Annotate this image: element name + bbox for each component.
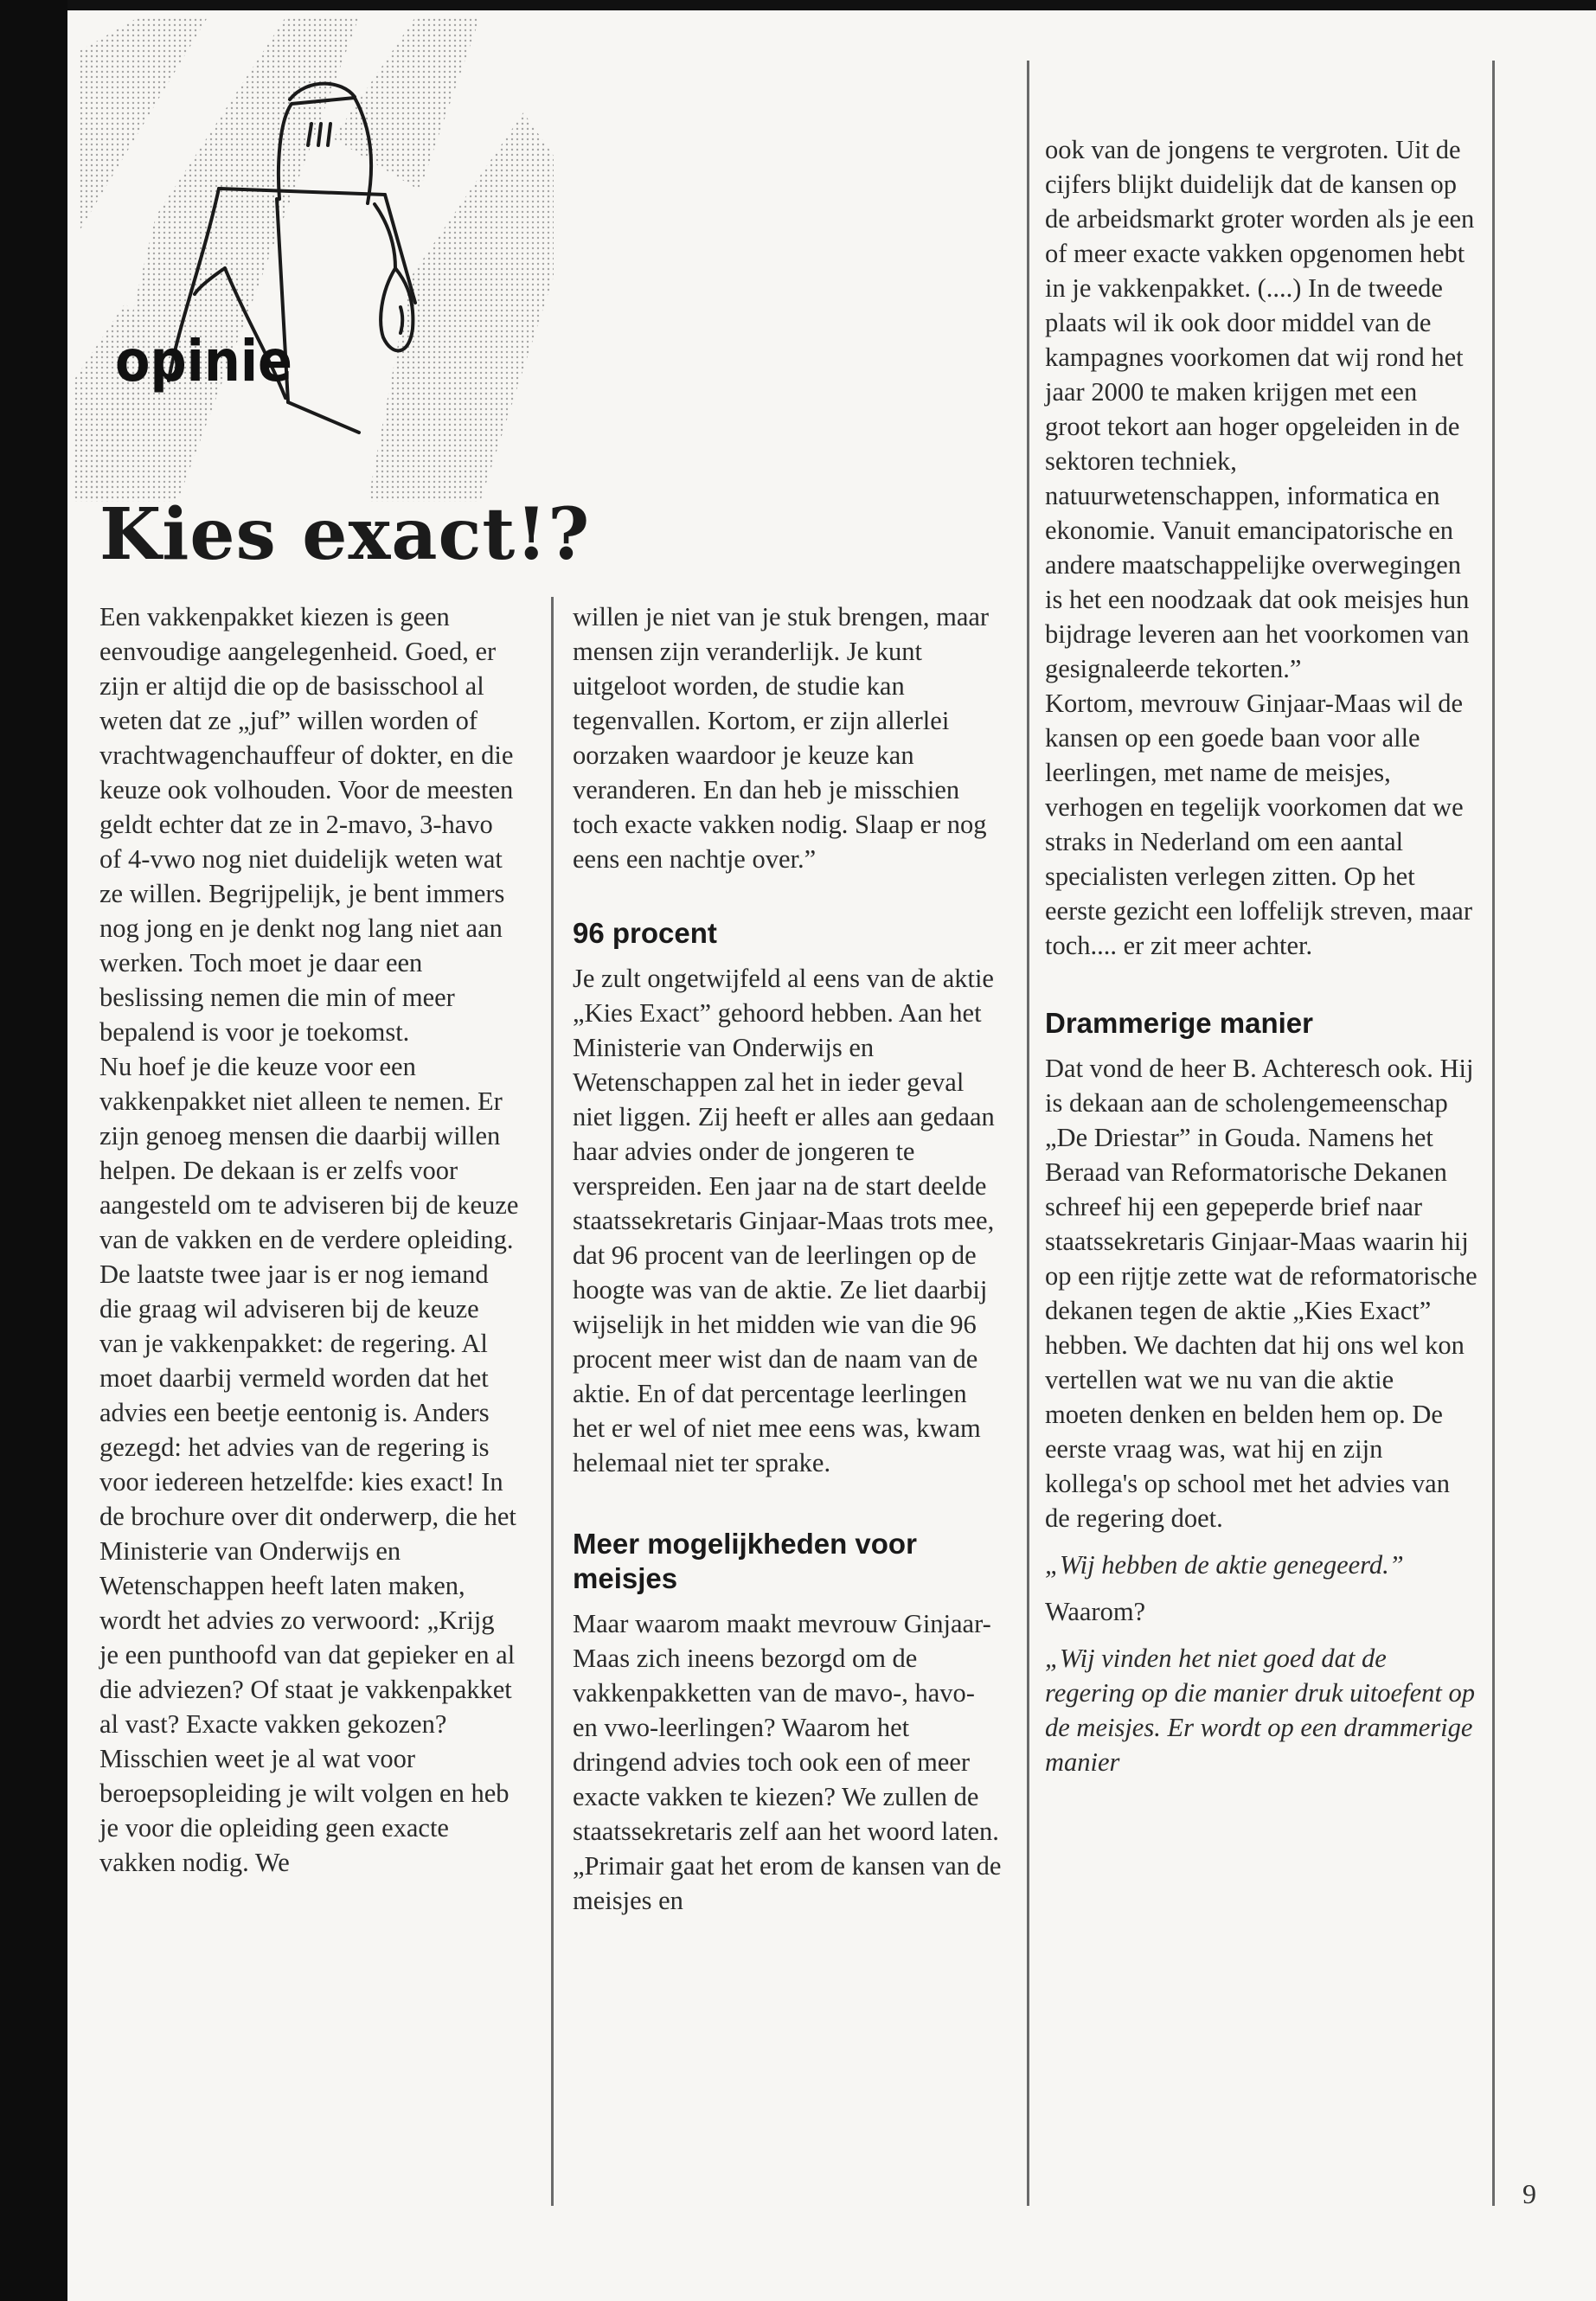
column-divider-3 — [1492, 61, 1495, 2206]
article-column-3 — [1045, 132, 1477, 1779]
article-column-1 — [99, 599, 519, 1880]
interview-question: Waarom? — [1045, 1597, 1146, 1626]
section-heading: Drammerige manier — [1045, 1007, 1313, 1039]
page-number: 9 — [1522, 2178, 1536, 2209]
paragraph: Dat vond de heer B. Achteresch ook. Hij is dekaan aan de scholengemeenschap „De Driestar” in Gouda. Namens het Beraad van Reformatorische Dekanen schreef hij een gepeperde brief naar staatssekretaris Ginjaar-Maas waarin hij op een rijtje zette wat de reformatorische dekanen tegen de aktie „Kies Exact” hebben. We dachten dat hij ons wel kon vertellen wat we nu van die aktie moeten denken en belden hem op. De eerste vraag was, wat hij en zijn kollega's op school met het advies van de regering doet. — [1045, 1054, 1477, 1533]
page-title: Kies exact!? — [99, 493, 591, 576]
newspaper-reader-illustration — [74, 17, 558, 506]
paragraph: Je zult ongetwijfeld al eens van de aktie „Kies Exact” gehoord hebben. Aan het Ministerie van Onderwijs en Wetenschappen zal het in ieder geval niet liggen. Zij heeft er alles aan gedaan haar advies onder de jongeren te verspreiden. Een jaar na de start deelde staatssekretaris Ginjaar-Maas trots mee, dat 96 procent van de leerlingen op de hoogte was van de aktie. Ze liet daarbij wijselijk in het midden wie van die 96 procent meer wist dan de naam van de aktie. En of dat percentage leerlingen het er wel of niet mee eens was, kwam helemaal niet ter sprake. — [573, 964, 995, 1477]
paragraph: Een vakkenpakket kiezen is geen eenvoudige aangelegenheid. Goed, er zijn er altijd die op de basisschool al weten dat ze „juf” willen worden of vrachtwagenchauffeur of dokter, en die keuze ook volhouden. Voor de meesten geldt echter dat ze in 2-mavo, 3-havo of 4-vwo nog niet duidelijk weten wat ze willen. Begrijpelijk, je bent immers nog jong en je denkt nog lang niet aan werken. Toch moet je daar een beslissing nemen die min of meer bepalend is voor je toekomst. — [99, 602, 514, 1047]
top-rule — [0, 0, 1596, 10]
section-label: opinie — [115, 328, 292, 394]
section-heading: 96 procent — [573, 917, 717, 949]
paragraph: willen je niet van je stuk brengen, maar mensen zijn veranderlijk. Je kunt uitgeloot worden, de studie kan tegenvallen. Kortom, er zijn allerlei oorzaken waardoor je keuze kan veranderen. En dan heb je misschien toch exacte vakken nodig. Slaap er nog eens een nachtje over.” — [573, 602, 990, 874]
interview-answer: „Wij hebben de aktie genegeerd.” — [1045, 1550, 1404, 1580]
paragraph: Kortom, mevrouw Ginjaar-Maas wil de kansen op een goede baan voor alle leerlingen, met name de meisjes, verhogen en tegelijk voorkomen dat we straks in Nederland om een aantal specialisten verlegen zitten. Op het eerste gezicht een loffelijk streven, maar toch.... er zit meer achter. — [1045, 689, 1472, 960]
paragraph: De laatste twee jaar is er nog iemand die graag wil adviseren bij de keuze van je vakkenpakket: de regering. Al moet daarbij vermeld worden dat het advies een beetje eentonig is. Anders gezegd: het advies van de regering is voor iedereen hetzelfde: kies exact! In de brochure over dit onderwerp, die het Ministerie van Onderwijs en Wetenschappen heeft laten maken, wordt het advies zo verwoord: „Krijg je een punthoofd van dat gepieker en al die adviezen? Of staat je vakkenpakket al vast? Exacte vakken gekozen? Misschien weet je al wat voor beroepsopleiding je wilt volgen en heb je voor die opleiding geen exacte vakken nodig. We — [99, 1259, 516, 1877]
paragraph: ook van de jongens te vergroten. Uit de cijfers blijkt duidelijk dat de kansen op de arbeidsmarkt groter worden als je een of meer exacte vakken opgenomen hebt in je vakkenpakket. (....) In de tweede plaats wil ik ook door middel van de kampagnes voorkomen dat wij rond het jaar 2000 te maken krijgen met een groot tekort aan hoger opgeleiden in de sektoren techniek, natuurwetenschappen, informatica en ekonomie. Vanuit emancipatorische en andere maatschappelijke overwegingen is het een noodzaak dat ook meisjes hun bijdrage leveren aan het voorkomen van gesignaleerde tekorten.” — [1045, 135, 1475, 683]
paragraph: Maar waarom maakt mevrouw Ginjaar-Maas zich ineens bezorgd om de vakkenpakketten van de mavo-, havo- en vwo-leerlingen? Waarom het dringend advies toch ook een of meer exacte vakken te kiezen? We zullen de staatssekretaris zelf aan het woord laten. „Primair gaat het erom de kansen van de meisjes en — [573, 1609, 1002, 1915]
section-heading: Meer mogelijkheden voor meisjes — [573, 1528, 917, 1594]
page-edge-bar — [0, 0, 67, 2301]
interview-answer: „Wij vinden het niet goed dat de regering op die manier druk uitoefent op de meisjes. Er wordt op een drammerige manier — [1045, 1644, 1475, 1777]
column-divider-1 — [551, 597, 554, 2206]
column-divider-2 — [1027, 61, 1029, 2206]
article-column-2 — [573, 599, 1003, 1918]
paragraph: Nu hoef je die keuze voor een vakkenpakket niet alleen te nemen. Er zijn genoeg mensen die daarbij willen helpen. De dekaan is er zelfs voor aangesteld om te adviseren bij de keuze van de vakken en de verdere opleiding. — [99, 1052, 519, 1254]
